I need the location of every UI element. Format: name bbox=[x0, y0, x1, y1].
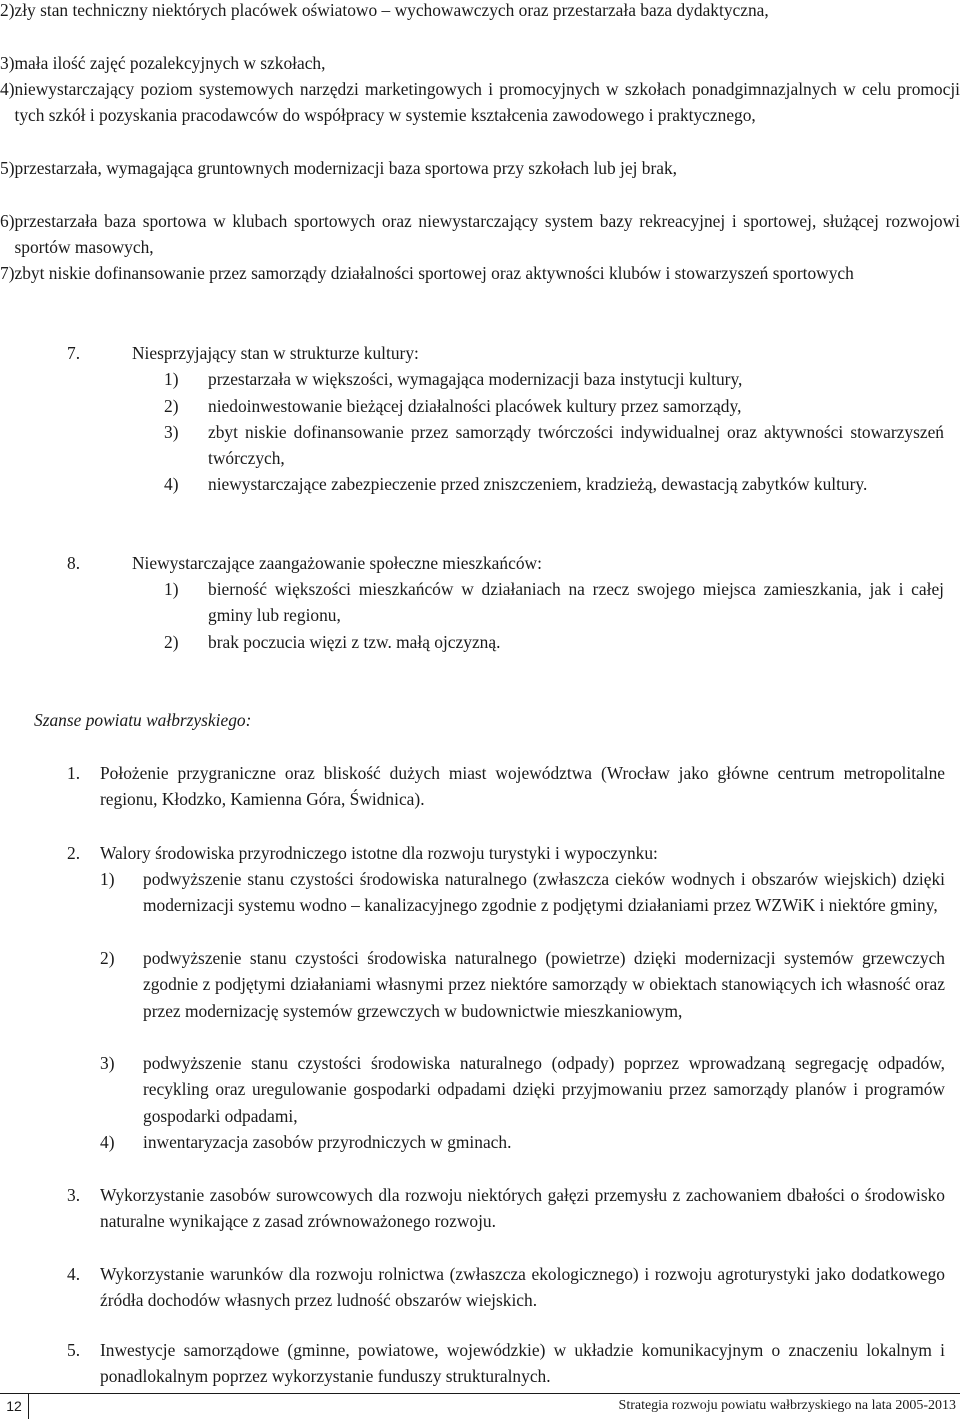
section-7-heading bbox=[67, 340, 947, 366]
item-number: 4) bbox=[0, 79, 15, 99]
item-text: zły stan techniczny niektórych placówek oświatowo – wychowawczych oraz przestarzała baza dydaktyczna, bbox=[14, 0, 769, 20]
section-number: 7. bbox=[67, 343, 81, 363]
list-item bbox=[0, 155, 677, 181]
item-number: 5) bbox=[0, 158, 15, 178]
item-text: mała ilość zajęć pozalekcyjnych w szkołach, bbox=[14, 53, 326, 73]
item-text: niewystarczające zabezpieczenie przed zniszczeniem, kradzieżą, dewastacją zabytków kultury. bbox=[208, 474, 868, 494]
list-item bbox=[67, 1337, 945, 1390]
item-text: Wykorzystanie zasobów surowcowych dla rozwoju niektórych gałęzi przemysłu z zachowaniem dbałości o środowisko naturalne wynikające z zasad zrównoważonego rozwoju. bbox=[100, 1185, 945, 1232]
item-text: podwyższenie stanu czystości środowiska naturalnego (zwłaszcza cieków wodnych i obszarów wiejskich) dzięki modernizacji systemu wodno – kanalizacyjnego zgodnie z podjętymi działaniami przez WZWiK i niektóre gminy, bbox=[143, 869, 945, 916]
item-number: 1. bbox=[67, 763, 81, 783]
item-number: 6) bbox=[0, 211, 15, 231]
section-title: Niewystarczające zaangażowanie społeczne mieszkańców: bbox=[132, 553, 542, 573]
list-item bbox=[164, 393, 944, 419]
item-number: 3) bbox=[164, 422, 179, 442]
list-item bbox=[100, 1129, 945, 1155]
item-text: przestarzała w większości, wymagająca modernizacji baza instytucji kultury, bbox=[208, 369, 743, 389]
item-text: niewystarczający poziom systemowych narzędzi marketingowych i promocyjnych w szkołach ponadgimnazjalnych w celu promocji tych szkół i pozyskania pracodawców do współpracy w systemie kształcenia zawodowego i praktycznego, bbox=[14, 79, 960, 126]
item-number: 2) bbox=[0, 0, 15, 20]
item-text: zbyt niskie dofinansowanie przez samorządy działalności sportowej oraz aktywności klubów i stowarzyszeń sportowych bbox=[14, 263, 854, 283]
list-item bbox=[100, 1050, 945, 1129]
page-number: 12 bbox=[0, 1393, 29, 1419]
item-text: niedoinwestowanie bieżącej działalności placówek kultury przez samorządy, bbox=[208, 396, 742, 416]
item-text: podwyższenie stanu czystości środowiska naturalnego (powietrze) dzięki modernizacji systemów grzewczych zgodnie z podjętymi działaniami własnymi przez niektóre samorządy w obiektach stanowiących ich własność oraz przez modernizację systemów grzewczych w budownictwie mieszkaniowym, bbox=[143, 948, 945, 1021]
item-number: 3) bbox=[100, 1053, 115, 1073]
item-text: Inwestycje samorządowe (gminne, powiatowe, wojewódzkie) w układzie komunikacyjnym o znaczeniu lokalnym i ponadlokalnym poprzez wykorzystanie funduszy strukturalnych. bbox=[100, 1340, 945, 1387]
item-text: brak poczucia więzi z tzw. małą ojczyzną. bbox=[208, 632, 501, 652]
section-number: 8. bbox=[67, 553, 81, 573]
list-item bbox=[164, 471, 944, 497]
item-number: 1) bbox=[100, 869, 115, 889]
list-item bbox=[100, 945, 945, 1024]
item-number: 2) bbox=[100, 948, 115, 968]
list-item bbox=[67, 1261, 945, 1314]
item-number: 2) bbox=[164, 632, 179, 652]
item-number: 1) bbox=[164, 369, 179, 389]
list-item bbox=[67, 840, 945, 866]
item-text: przestarzała, wymagająca gruntownych modernizacji baza sportowa przy szkołach lub jej brak, bbox=[14, 158, 677, 178]
list-item bbox=[0, 76, 960, 129]
list-item bbox=[0, 208, 960, 261]
list-item bbox=[164, 629, 944, 655]
list-item bbox=[164, 576, 944, 629]
item-text: Walory środowiska przyrodniczego istotne dla rozwoju turystyki i wypoczynku: bbox=[100, 843, 658, 863]
list-item bbox=[0, 0, 769, 23]
item-text: zbyt niskie dofinansowanie przez samorządy twórczości indywidualnej oraz aktywności stowarzyszeń twórczych, bbox=[208, 422, 944, 469]
list-item bbox=[164, 419, 944, 472]
item-text: Położenie przygraniczne oraz bliskość dużych miast województwa (Wrocław jako główne centrum metropolitalne regionu, Kłodzko, Kamienna Góra, Świdnica). bbox=[100, 763, 945, 810]
footer-title: Strategia rozwoju powiatu wałbrzyskiego na lata 2005-2013 bbox=[618, 1398, 956, 1413]
list-item bbox=[67, 760, 945, 813]
item-number: 3. bbox=[67, 1185, 81, 1205]
list-item bbox=[0, 50, 325, 76]
item-text: Wykorzystanie warunków dla rozwoju rolnictwa (zwłaszcza ekologicznego) i rozwoju agroturystyki jako dodatkowego źródła dochodów własnych przez ludność obszarów wiejskich. bbox=[100, 1264, 945, 1311]
item-number: 4. bbox=[67, 1264, 81, 1284]
list-item bbox=[100, 866, 945, 919]
section-heading: Szanse powiatu wałbrzyskiego: bbox=[34, 710, 252, 730]
item-number: 7) bbox=[0, 263, 15, 283]
list-item bbox=[0, 260, 854, 286]
item-number: 4) bbox=[100, 1132, 115, 1152]
item-number: 2. bbox=[67, 843, 81, 863]
item-text: inwentaryzacja zasobów przyrodniczych w gminach. bbox=[143, 1132, 512, 1152]
section-title: Niesprzyjający stan w strukturze kultury: bbox=[132, 343, 419, 363]
item-number: 5. bbox=[67, 1340, 81, 1360]
item-number: 2) bbox=[164, 396, 179, 416]
item-text: przestarzała baza sportowa w klubach sportowych oraz niewystarczający system bazy rekreacyjnej i sportowej, służącej rozwojowi sportów masowych, bbox=[14, 211, 960, 258]
item-text: bierność większości mieszkańców w działaniach na rzecz swojego miejsca zamieszkania, jak i całej gminy lub regionu, bbox=[208, 579, 944, 626]
list-item bbox=[164, 366, 944, 392]
item-number: 1) bbox=[164, 579, 179, 599]
item-text: podwyższenie stanu czystości środowiska naturalnego (odpady) poprzez wprowadzaną segregację odpadów, recykling oraz uregulowanie gospodarki odpadami dzięki przyjmowaniu przez samorządy planów i programów gospodarki odpadami, bbox=[143, 1053, 945, 1126]
list-item bbox=[67, 1182, 945, 1235]
item-number: 4) bbox=[164, 474, 179, 494]
section-8-heading bbox=[67, 550, 947, 576]
item-number: 3) bbox=[0, 53, 15, 73]
